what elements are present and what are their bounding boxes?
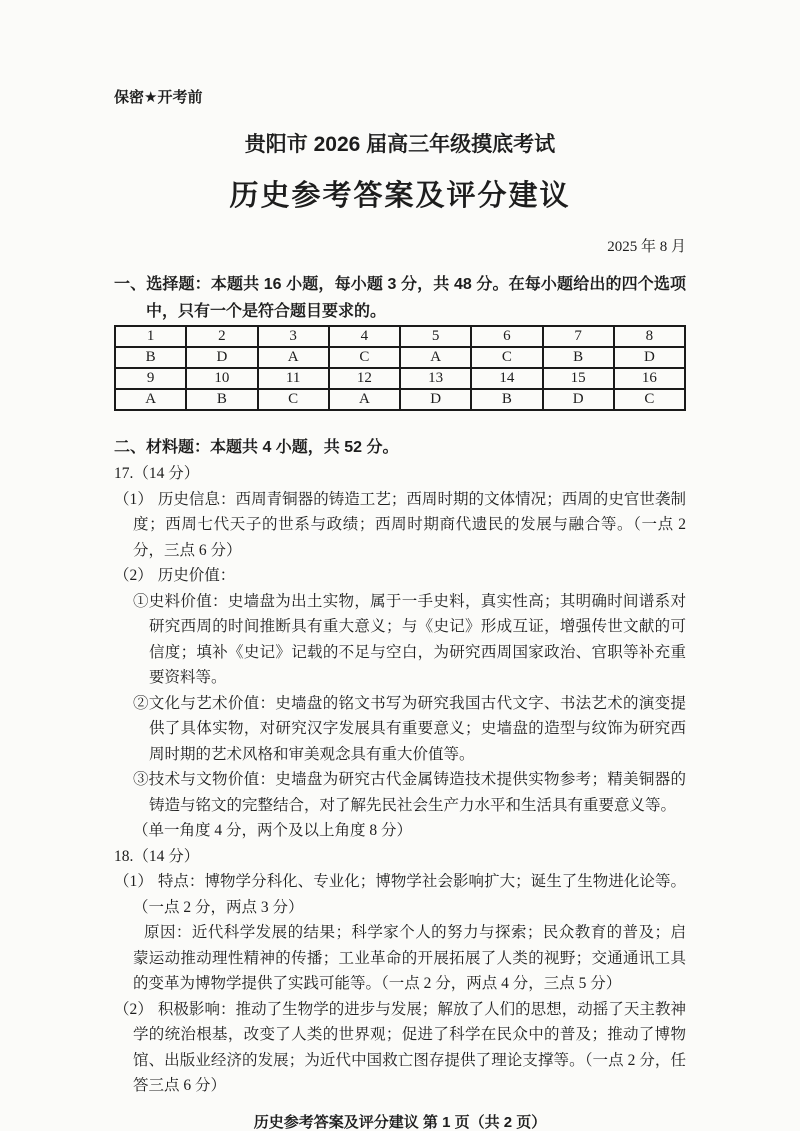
answer-cell: D [400,389,471,410]
question-17-item-2 [114,563,686,589]
table-row-answers-9-16 [115,389,685,410]
question-number-cell: 9 [115,368,186,389]
question-number-cell: 5 [400,326,471,347]
question-17-block [114,461,686,844]
item-label: （1） [114,873,153,890]
document-content [114,0,686,1131]
item-text: 历史价值： [157,567,236,584]
question-number-cell: 7 [543,326,614,347]
question-number-cell: 16 [614,368,685,389]
answer-cell: C [258,389,329,410]
document-date: 2025 年 8 月 [607,239,686,255]
section2-heading: 二、材料题：本题共 4 小题，共 52 分。 [114,439,399,456]
question-18-block [114,844,686,1099]
exam-title: 贵阳市 2026 届高三年级摸底考试 [244,133,556,156]
table-row-question-numbers-9-16 [115,368,685,389]
question-18-number: 18.（14 分） [114,847,200,865]
question-number-cell: 10 [186,368,257,389]
answer-cell: D [614,347,685,368]
item-label: （1） [114,490,153,508]
table-row-answers-1-8 [115,347,685,368]
question-17-item-1 [114,487,686,564]
item-text: 积极影响：推动了生物学的进步与发展；解放了人们的思想，动摇了天主教神学的统治根基，改变了人类的世界观；促进了科学在民众中的普及；推动了博物馆、出版业经济的发展；为近代中国救亡图存提供了理论支撑等。（一点 2 分，任答三点 6 分） [133,1000,686,1094]
question-17-subitem-2: ②文化与艺术价值：史墙盘的铭文书写为研究我国古代文字、书法艺术的演变提供了具体实物，对研究汉字发展具有重要意义；史墙盘的造型与纹饰为研究西周时期的艺术风格和审美观念具有重大价值等。 [133,694,686,763]
answer-cell: A [115,389,186,410]
question-number-cell: 6 [471,326,542,347]
answer-cell: A [258,347,329,368]
item-text: 历史信息：西周青铜器的铸造工艺；西周时期的文体情况；西周的史官世袭制度；西周七代天子的世系与政绩；西周时期商代遗民的发展与融合等。（一点 2 分，三点 6 分） [133,490,686,559]
answer-cell: C [614,389,685,410]
answer-cell: D [543,389,614,410]
question-number-cell: 13 [400,368,471,389]
document-title: 历史参考答案及评分建议 [229,180,571,212]
question-number-cell: 8 [614,326,685,347]
answer-table [114,325,686,411]
question-18-item-2 [114,997,686,1099]
question-17-subitem-3: ③技术与文物价值：史墙盘为研究古代金属铸造技术提供实物参考；精美铜器的铸造与铭文的完整结合，对了解先民社会生产力水平和生活具有重要意义等。 [133,771,686,814]
security-notice: 保密★开考前 [114,89,203,106]
table-row-question-numbers-1-8 [115,326,685,347]
answer-cell: B [186,389,257,410]
answer-cell: A [400,347,471,368]
answer-cell: C [471,347,542,368]
question-number-cell: 2 [186,326,257,347]
question-number-cell: 12 [329,368,400,389]
item-label: （2） [114,1000,153,1018]
question-17-number: 17.（14 分） [114,465,200,482]
answer-cell: B [115,347,186,368]
question-number-cell: 1 [115,326,186,347]
question-18-reason: 原因：近代科学发展的结果；科学家个人的努力与探索；民众教育的普及；启蒙运动推动理性精神的传播；工业革命的开展拓展了人类的视野；交通通讯工具的变革为博物学提供了实践可能等。（一点 2 分，两点 4 分，三点 5 分） [133,924,686,992]
question-17-scoring-note: （单一角度 4 分，两个及以上角度 8 分） [133,822,413,839]
question-17-subitem-1: ①史料价值：史墙盘为出土实物，属于一手史料，真实性高；其明确时间谱系对研究西周的时间推断具有重大意义；与《史记》形成互证，增强传世文献的可信度；填补《史记》记载的不足与空白，为研究西周国家政治、官职等补充重要资料等。 [133,592,686,686]
answer-cell: C [329,347,400,368]
answer-cell: B [471,389,542,410]
answer-cell: B [543,347,614,368]
question-number-cell: 11 [258,368,329,389]
question-number-cell: 4 [329,326,400,347]
question-number-cell: 14 [471,368,542,389]
answer-cell: A [329,389,400,410]
question-number-cell: 15 [543,368,614,389]
page-footer: 历史参考答案及评分建议 第 1 页（共 2 页） [253,1113,547,1131]
question-number-cell: 3 [258,326,329,347]
item-label: （2） [114,567,153,584]
answer-cell: D [186,347,257,368]
question-18-item-1 [114,869,686,920]
section1-heading: 一、选择题：本题共 16 小题，每小题 3 分，共 48 分。在每小题给出的四个选项中，只有一个是符合题目要求的。 [114,276,686,320]
item-text: 特点：博物学分科化、专业化；博物学社会影响扩大；诞生了生物进化论等。（一点 2 分，两点 3 分） [133,873,686,916]
